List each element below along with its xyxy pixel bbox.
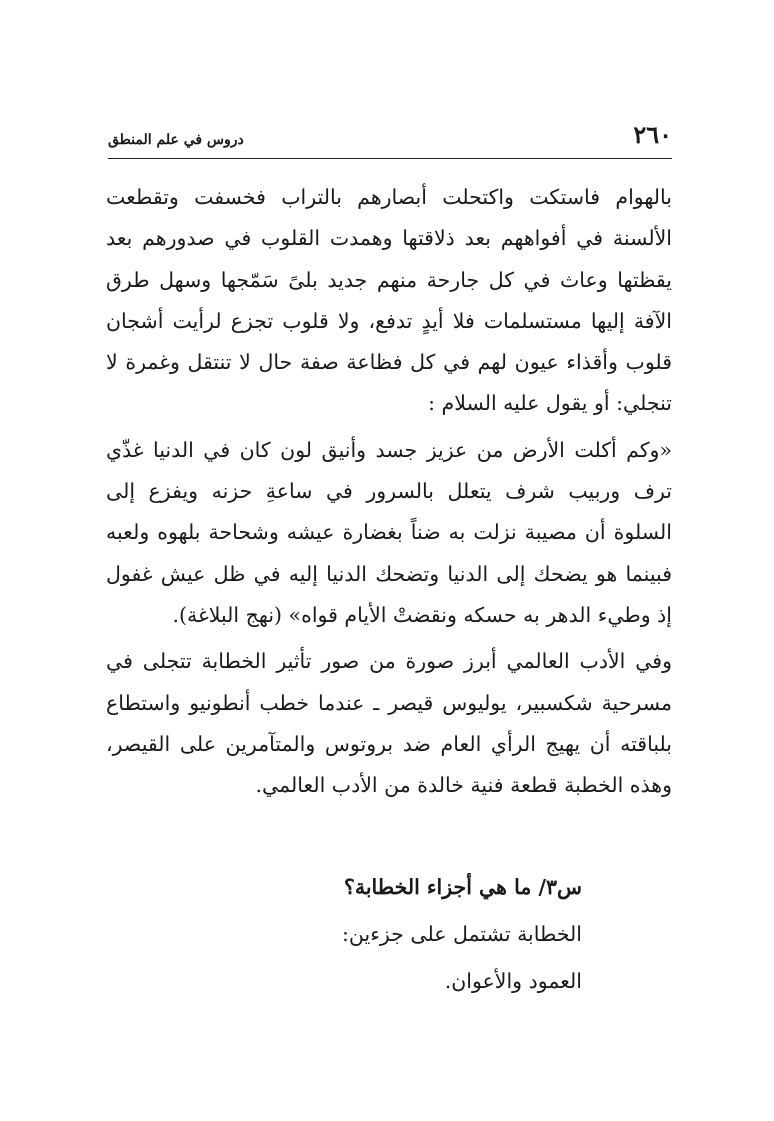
paragraph-2-quote: «وكم أكلت الأرض من عزيز جسد وأنيق لون كان في الدنيا غذّي ترف وربيب شرف يتعلل بالسرور في ساعةِ حزنه ويفزع إلى السلوة أن مصيبة نزلت به ضناً بغضارة عيشه وشحاحة بلهوه ولعبه فبينما هو يضحك إلى الدنيا وتضحك الدنيا إليه في ظل عيش غفول إذ وطيء الدهر به حسكه ونقضتْ الأيام قواه» (نهج البلاغة). — [106, 437, 672, 627]
answer-line-2: العمود والأعوان. — [444, 969, 582, 993]
page-header — [108, 118, 672, 160]
header-rule — [108, 158, 672, 159]
paragraph-1: بالهوام فاستكت واكتحلت أبصارهم بالتراب فخسفت وتقطعت الألسنة في أفواههم بعد ذلاقتها وهمدت القلوب في صدورهم بعد يقظتها وعاث في كل جارحة منهم جديد بلىً سَمّجها وسهل طرق الآفة إليها مستسلمات فلا أيدٍ تدفع، ولا قلوب تجزع لرأيت أشجان قلوب وأقذاء عيون لهم في كل فظاعة صفة حال لا تنتقل وغمرة لا تنجلي: أو يقول عليه السلام : — [106, 185, 672, 416]
answer-line-1: الخطابة تشتمل على جزءين: — [342, 922, 582, 946]
body-text — [106, 177, 672, 806]
page-number: ٢٦٠ — [633, 120, 672, 149]
running-title: دروس في علم المنطق — [108, 132, 244, 148]
paragraph-3: وفي الأدب العالمي أبرز صورة من صور تأثير الخطابة تتجلى في مسرحية شكسبير، يوليوس قيصر ـ عندما خطب أنطونيو واستطاع بلباقته أن يهيج الرأي العام ضد بروتوس والمتآمرين على القيصر، وهذه الخطبة قطعة فنية خالدة من الأدب العالمي. — [106, 649, 672, 798]
question-section — [106, 864, 582, 1005]
question-title: س٣/ ما هي أجزاء الخطابة؟ — [343, 875, 582, 899]
